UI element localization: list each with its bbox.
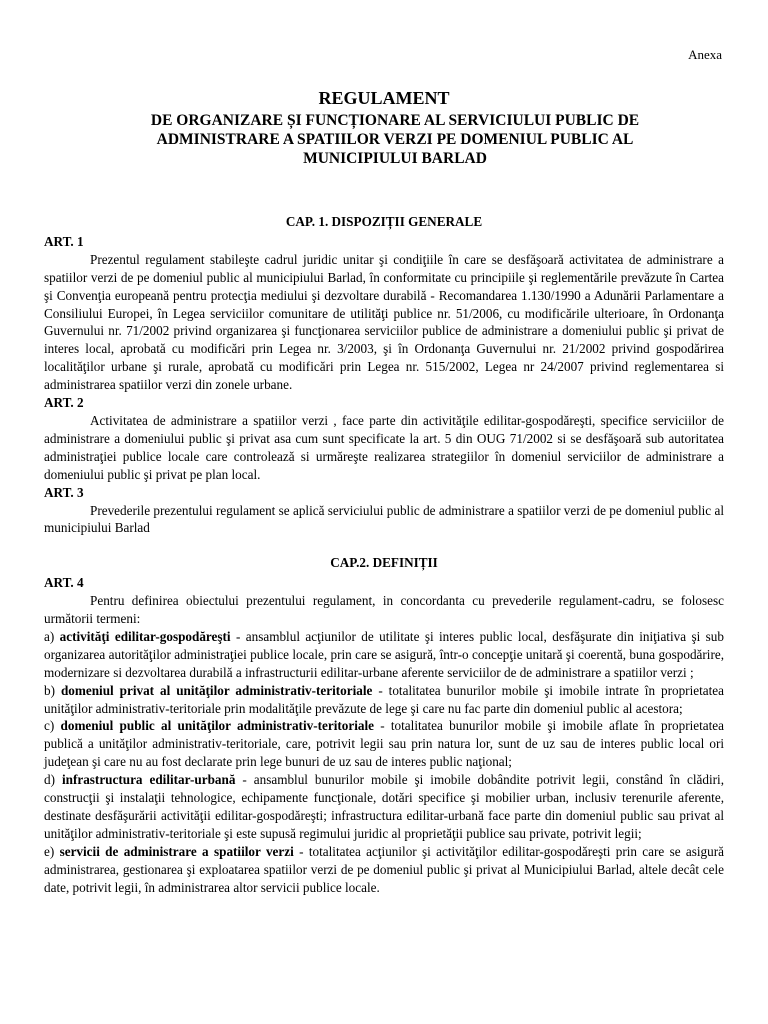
art-4-intro: Pentru definirea obiectului prezentului regulament, in concordanta cu prevederile regulament-cadru, se folosesc următorii termeni:	[44, 593, 724, 627]
art-1-label: ART. 1	[44, 233, 84, 249]
definition-prefix: b)	[44, 682, 61, 698]
art-4-label: ART. 4	[44, 575, 84, 591]
definition-b	[44, 682, 724, 718]
chapter-2-heading: CAP.2. DEFINIȚII	[330, 555, 438, 571]
definition-c	[44, 717, 724, 771]
definition-term: domeniul public al unităţilor administrativ-teritoriale	[60, 718, 374, 734]
document-subtitle: DE ORGANIZARE ȘI FUNCȚIONARE AL SERVICIULUI PUBLIC DE ADMINISTRARE A SPATIILOR VERZI PE DOMENIUL PUBLIC AL MUNICIPIULUI BARLAD	[150, 112, 640, 167]
definition-term: domeniul privat al unităţilor administrativ-teritoriale	[60, 682, 373, 698]
definition-prefix: a)	[44, 628, 60, 644]
art-1-text: Prezentul regulament stabileşte cadrul juridic unitar şi condiţiile în care se desfăşoară activitatea de administrare a spatiilor verzi de pe domeniul public al municipiului Barlad, în conformitate cu principiile şi reglementările prevăzute în Cartea şi Convenţia europeană pentru protecţia mediului şi dezvoltare durabilă - Recomandarea 1.130/1990 a Adunării Parlamentare a Consiliului Europei, în Legea serviciilor comunitare de utilităţi publice nr. 51/2006, cu modificările ulterioare, în Ordonanţa Guvernului nr. 71/2002 privind organizarea şi funcţionarea serviciilor publice de administrare a domeniului public şi privat de interes local, aprobată cu modificări prin Legea nr. 3/2003, şi în Ordonanţa Guvernului nr. 21/2002 privind gospodărirea localităţilor urbane şi rurale, aprobată cu modificări prin Legea nr. 515/2002, Legea nr 24/2007 privind reglementarea si administrarea spatiilor verzi din zonele urbane.	[44, 251, 724, 393]
definition-prefix: d)	[44, 772, 62, 788]
definition-text: - totalitatea bunurilor mobile şi imobile aflate în proprietatea publică a unităţilor administrativ-teritoriale, care, potrivit legii sau prin natura lor, sunt de uz sau de interes public local ori judeţean şi care nu au fost declarate prin lege bunuri de uz sau de interes public naţional;	[44, 718, 724, 770]
definition-text: - totalitatea bunurilor mobile şi imobile intrate în proprietatea unităţilor administrativ-teritoriale prin modalităţile prevăzute de lege şi care nu fac parte din domeniul public al acestora;	[44, 682, 724, 716]
art-2-text: Activitatea de administrare a spatiilor verzi , face parte din activităţile edilitar-gospodăreşti, specifice serviciilor de administrare a domeniului public şi privat asa cum sunt specificate la art. 5 din OUG 71/2002 si se desfăşoară sub autoritatea administraţiei publice locale care controlează si urmăreşte realizarea strategiilor în domeniul serviciilor de administrare a domeniului public şi privat pe plan local.	[44, 412, 724, 482]
definition-a	[44, 628, 724, 682]
document-body	[44, 213, 724, 897]
art-2-label: ART. 2	[44, 395, 84, 411]
art-3-label: ART. 3	[44, 484, 84, 500]
definition-term: servicii de administrare a spatiilor verzi	[59, 843, 294, 859]
definition-term: activităţi edilitar-gospodăreşti	[59, 628, 231, 644]
definition-term: infrastructura edilitar-urbană	[61, 772, 236, 788]
annex-label: Anexa	[688, 47, 722, 62]
art-3-text: Prevederile prezentului regulament se aplică serviciului public de administrare a spatiilor verzi de pe domeniul public al municipiului Barlad	[44, 502, 724, 536]
definition-e	[44, 843, 724, 897]
chapter-1-heading: CAP. 1. DISPOZIȚII GENERALE	[285, 214, 483, 229]
definition-text: - ansamblul bunurilor mobile şi imobile dobândite potrivit legii, constând în clădiri, construcţii şi instalaţii tehnologice, echipamente funcţionale, dotări specifice şi mobilier urban, inclusiv terenurile aferente, destinate desfăşurării activităţii edilitar-gospodăreşti; infrastructura edilitar-urbană face parte din domeniul public sau privat al unităţilor administrativ-teritoriale şi este supusă regimului juridic al proprietăţii publice sau private, potrivit legii;	[44, 772, 724, 841]
document-title: REGULAMENT	[318, 88, 450, 108]
definition-text: - totalitatea acţiunilor şi activităţilor edilitar-gospodăreşti prin care se asigură administrarea, gestionarea şi exploatarea spatiilor verzi de pe domeniul public şi privat al Municipiului Barlad, altele decât cele date, potrivit legii, în administrarea altor servicii publice locale.	[44, 843, 724, 895]
definition-prefix: c)	[44, 718, 61, 734]
definition-d	[44, 771, 724, 843]
definition-text: - ansamblul acţiunilor de utilitate şi interes public local, desfăşurate din iniţiativa şi sub organizarea autorităţilor administraţiei publice locale, prin care se asigură, într-o concepţie unitară şi coerentă, buna gospodărire, modernizare si dezvoltarea durabilă a infrastructurii edilitar-urbane aferente serviciilor de de administrare a spatiilor verzi ;	[44, 628, 724, 680]
definition-prefix: e)	[44, 843, 60, 859]
